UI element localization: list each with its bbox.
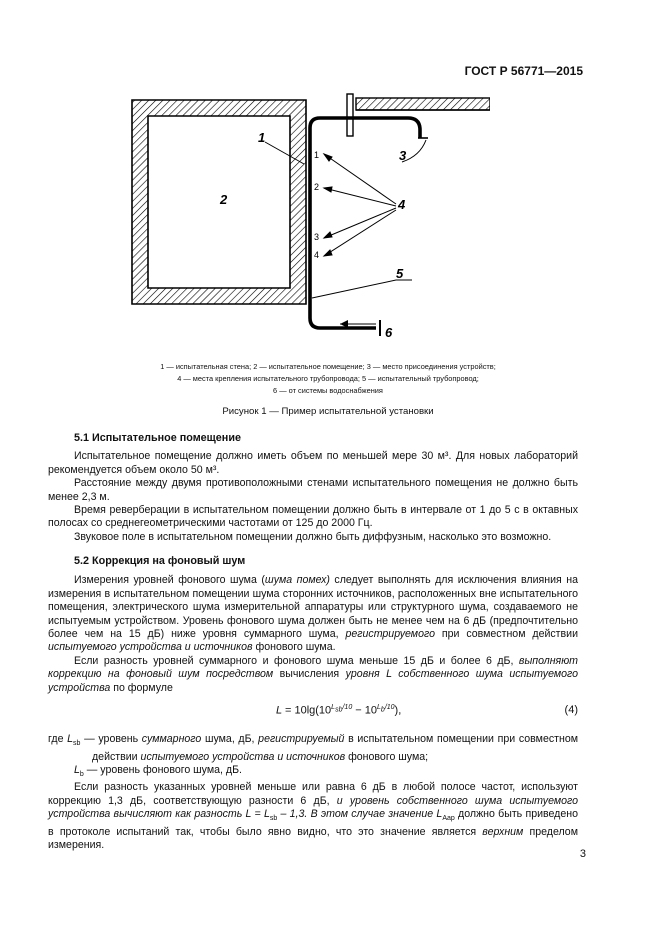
mounting-point-arrows (324, 154, 396, 256)
paragraph: Если разность уровней суммарного и фонового шума меньше 15 дБ и более 6 дБ, выполняют коррекцию на фоновый шум посредством вычисления уровня L собственного шума испытуемого устройства по формуле (48, 654, 578, 694)
formula-definitions (48, 733, 578, 853)
wall-bracket (347, 94, 353, 136)
section-5-2-title: 5.2 Коррекция на фоновый шум (74, 555, 246, 567)
paragraph: Время реверберации в испытательном помещении должно быть в интервале от 1 до 5 с в октавных полосах со среднегеометрическими частотами от 125 до 2000 Гц. (48, 504, 578, 530)
section-5-2 (48, 555, 578, 695)
definition-lb: $L_b$ — уровень фонового шума, дБ. (74, 763, 242, 779)
paragraph: Измерения уровней фонового шума (шума помех) следует выполнять для исключения влияния на измерения в испытательном помещении шума сторонних источников, расположенных вне испытательного помещения, электрического шума измерительной аппаратуры или структурного шума, создаваемого не испытуемым устройством. Уровень фонового шума должен быть не менее чем на 6 дБ (предпочтительно более чем на 15 дБ) ниже уровня суммарного шума, регистрируемого при совместном действии испытуемого устройства и источников фонового шума. (48, 574, 579, 654)
fig-label-2: 2 (220, 192, 228, 207)
fig-label-5: 5 (396, 266, 404, 281)
fig-label-1: 1 (258, 130, 266, 145)
point-label-1: 1 (314, 150, 320, 160)
formula-number: (4) (564, 704, 578, 716)
page-number: 3 (579, 848, 586, 860)
paragraph: Испытательное помещение должно иметь объем по меньшей мере 30 м³. Для новых лабораторий рекомендуется объем около 50 м³. (48, 450, 578, 476)
fig-label-3: 3 (399, 148, 407, 163)
ceiling-slab (356, 98, 490, 110)
formula-expression: $L = 10\lg(10^{L_{sb}/10} - 10^{L_b/10})$, (276, 704, 402, 717)
figure-legend-line-3: 6 — от системы водоснабжения (273, 386, 383, 395)
figure-legend-line-1: 1 — испытательная стена; 2 — испытательное помещение; 3 — место присоединения устройств; (160, 362, 496, 371)
section-5-1-title: 5.1 Испытательное помещение (74, 432, 241, 444)
point-label-3: 3 (314, 232, 320, 242)
fig-label-6: 6 (385, 325, 393, 340)
test-setup-figure (100, 92, 490, 342)
section-5-1 (48, 432, 578, 544)
paragraph: Расстояние между двумя противоположными стенами испытательного помещения не должно быть менее 2,3 м. (48, 477, 578, 503)
document-header: ГОСТ Р 56771—2015 (464, 64, 583, 78)
definition-lsb: где $L_{sb}$ — уровень суммарного шума, дБ, регистрируемый в испытательном помещении при совместном действии испытуемого устройства и источников фонового шума; (48, 733, 579, 763)
paragraph: Звуковое поле в испытательном помещении должно быть диффузным, насколько это возможно. (74, 530, 552, 543)
paragraph: Если разность указанных уровней меньше или равна 6 дБ в любой полосе частот, используют коррекцию 1,3 дБ, соответствующую разности 6 дБ, и уровень собственного шума испытуемого устройства вычисляют как разность $L = L_{sb} - 1,3$. В этом случае значение $L_{Aap}$ должно быть приведено в протоколе испытаний так, чтобы было явно видно, что это значение является верхним пределом измерения. (48, 781, 578, 852)
point-label-2: 2 (314, 182, 320, 192)
fig-label-4: 4 (398, 197, 406, 212)
point-label-4: 4 (314, 250, 320, 260)
test-room-walls (132, 100, 306, 304)
figure-legend-line-2: 4 — места крепления испытательного трубопровода; 5 — испытательный трубопровод; (177, 374, 479, 383)
figure-caption: Рисунок 1 — Пример испытательной установки (222, 406, 434, 417)
